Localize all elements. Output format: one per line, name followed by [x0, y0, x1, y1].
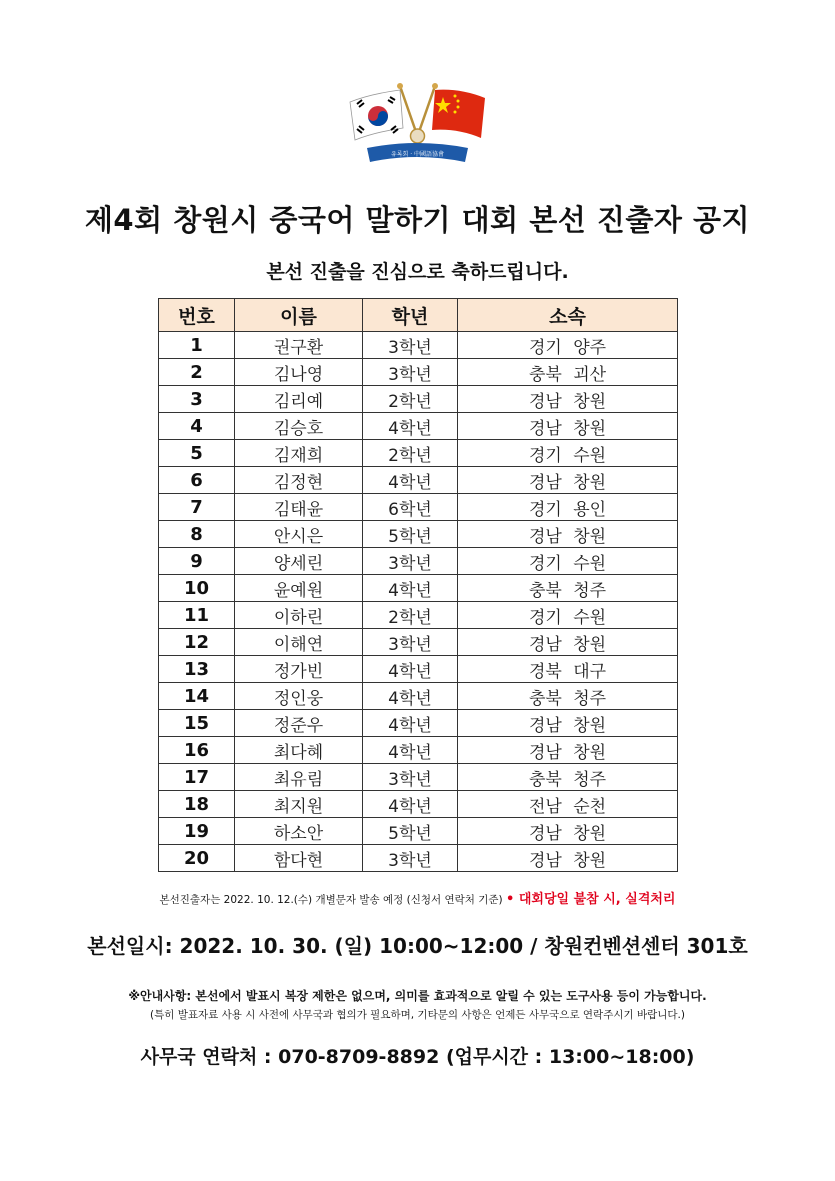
- row-number: 15: [159, 710, 235, 737]
- row-number: 19: [159, 818, 235, 845]
- row-name: 이하린: [235, 602, 363, 629]
- row-name: 윤예원: [235, 575, 363, 602]
- row-grade: 3학년: [363, 359, 458, 386]
- row-number: 16: [159, 737, 235, 764]
- table-row: [159, 440, 678, 467]
- table-row: [159, 467, 678, 494]
- row-name: 김재희: [235, 440, 363, 467]
- table-row: [159, 818, 678, 845]
- row-number: 17: [159, 764, 235, 791]
- notification-note: [0, 888, 835, 907]
- korea-flag-icon: [350, 90, 403, 140]
- row-region: 전남 순천: [458, 791, 678, 818]
- row-number: 13: [159, 656, 235, 683]
- flags-icon: [345, 80, 490, 170]
- row-name: 권구환: [235, 332, 363, 359]
- table-row: [159, 629, 678, 656]
- row-grade: 4학년: [363, 575, 458, 602]
- china-flag-icon: [432, 90, 485, 138]
- row-grade: 4학년: [363, 737, 458, 764]
- table-row: [159, 791, 678, 818]
- row-name: 김태윤: [235, 494, 363, 521]
- row-name: 최지원: [235, 791, 363, 818]
- row-number: 8: [159, 521, 235, 548]
- finalists-table: [158, 298, 678, 872]
- row-number: 3: [159, 386, 235, 413]
- row-name: 정인웅: [235, 683, 363, 710]
- row-region: 경남 창원: [458, 386, 678, 413]
- row-grade: 4학년: [363, 467, 458, 494]
- row-name: 정준우: [235, 710, 363, 737]
- office-contact: 사무국 연락처 : 070-8709-8892 (업무시간 : 13:00~18:00): [140, 1046, 695, 1068]
- row-region: 경남 창원: [458, 467, 678, 494]
- table-row: [159, 710, 678, 737]
- row-grade: 4학년: [363, 656, 458, 683]
- row-grade: 3학년: [363, 845, 458, 872]
- row-number: 4: [159, 413, 235, 440]
- disqualification-warning: • 대회당일 불참 시, 실격처리: [506, 892, 676, 907]
- table-row: [159, 413, 678, 440]
- row-name: 김리예: [235, 386, 363, 413]
- row-name: 김정현: [235, 467, 363, 494]
- row-name: 하소안: [235, 818, 363, 845]
- column-header-region: 소속: [458, 299, 678, 332]
- row-grade: 4학년: [363, 710, 458, 737]
- table-row: [159, 332, 678, 359]
- row-region: 충북 괴산: [458, 359, 678, 386]
- row-region: 경남 창원: [458, 845, 678, 872]
- row-region: 경기 수원: [458, 602, 678, 629]
- table-row: [159, 359, 678, 386]
- page-title: 제4회 창원시 중국어 말하기 대회 본선 진출자 공지: [84, 203, 751, 237]
- row-region: 충북 청주: [458, 764, 678, 791]
- row-grade: 3학년: [363, 764, 458, 791]
- notification-text: 본선진출자는 2022. 10. 12.(수) 개별문자 발송 예정 (신청서 연락처 기준): [159, 894, 503, 906]
- row-name: 정가빈: [235, 656, 363, 683]
- column-header-name: 이름: [235, 299, 363, 332]
- row-grade: 3학년: [363, 629, 458, 656]
- logo-banner-text: 유록회 · 中國語協會: [390, 151, 445, 158]
- row-grade: 5학년: [363, 818, 458, 845]
- row-grade: 3학년: [363, 332, 458, 359]
- table-row: [159, 575, 678, 602]
- row-name: 함다현: [235, 845, 363, 872]
- row-number: 12: [159, 629, 235, 656]
- table-row: [159, 521, 678, 548]
- row-number: 6: [159, 467, 235, 494]
- row-name: 김승호: [235, 413, 363, 440]
- crossed-flags-logo: [345, 80, 490, 170]
- row-number: 1: [159, 332, 235, 359]
- table-row: [159, 737, 678, 764]
- table-row: [159, 656, 678, 683]
- row-number: 20: [159, 845, 235, 872]
- row-region: 경남 창원: [458, 710, 678, 737]
- row-grade: 6학년: [363, 494, 458, 521]
- row-region: 경남 창원: [458, 413, 678, 440]
- table-row: [159, 764, 678, 791]
- row-number: 18: [159, 791, 235, 818]
- row-number: 10: [159, 575, 235, 602]
- row-grade: 2학년: [363, 386, 458, 413]
- row-grade: 2학년: [363, 440, 458, 467]
- row-grade: 4학년: [363, 413, 458, 440]
- row-number: 5: [159, 440, 235, 467]
- row-number: 14: [159, 683, 235, 710]
- page-subtitle: 본선 진출을 진심으로 축하드립니다.: [266, 261, 569, 283]
- row-region: 경북 대구: [458, 656, 678, 683]
- row-region: 경남 창원: [458, 818, 678, 845]
- row-region: 경남 창원: [458, 521, 678, 548]
- row-region: 경남 창원: [458, 629, 678, 656]
- row-region: 충북 청주: [458, 683, 678, 710]
- row-number: 2: [159, 359, 235, 386]
- row-region: 경기 용인: [458, 494, 678, 521]
- row-name: 양세린: [235, 548, 363, 575]
- table-row: [159, 386, 678, 413]
- table-row: [159, 602, 678, 629]
- row-grade: 5학년: [363, 521, 458, 548]
- row-grade: 4학년: [363, 683, 458, 710]
- row-grade: 2학년: [363, 602, 458, 629]
- row-number: 7: [159, 494, 235, 521]
- row-number: 9: [159, 548, 235, 575]
- guidance-line-2: (특히 발표자료 사용 시 사전에 사무국과 협의가 필요하며, 기타문의 사항은 언제든 사무국으로 연락주시기 바랍니다.): [150, 1009, 685, 1021]
- row-number: 11: [159, 602, 235, 629]
- row-region: 충북 청주: [458, 575, 678, 602]
- row-name: 최유림: [235, 764, 363, 791]
- row-region: 경기 양주: [458, 332, 678, 359]
- column-header-number: 번호: [159, 299, 235, 332]
- row-region: 경남 창원: [458, 737, 678, 764]
- row-grade: 3학년: [363, 548, 458, 575]
- table-row: [159, 494, 678, 521]
- table-row: [159, 845, 678, 872]
- row-name: 이해연: [235, 629, 363, 656]
- row-region: 경기 수원: [458, 440, 678, 467]
- guidance-line-1: ※안내사항: 본선에서 발표시 복장 제한은 없으며, 의미를 효과적으로 알릴 수 있는 도구사용 등이 가능합니다.: [128, 989, 707, 1003]
- row-name: 김나영: [235, 359, 363, 386]
- row-name: 안시은: [235, 521, 363, 548]
- table-header-row: [159, 299, 678, 332]
- table-row: [159, 548, 678, 575]
- table-row: [159, 683, 678, 710]
- row-region: 경기 수원: [458, 548, 678, 575]
- column-header-grade: 학년: [363, 299, 458, 332]
- row-name: 최다혜: [235, 737, 363, 764]
- event-date: 본선일시: 2022. 10. 30. (일) 10:00~12:00 / 창원컨벤션센터 301호: [87, 934, 748, 958]
- row-grade: 4학년: [363, 791, 458, 818]
